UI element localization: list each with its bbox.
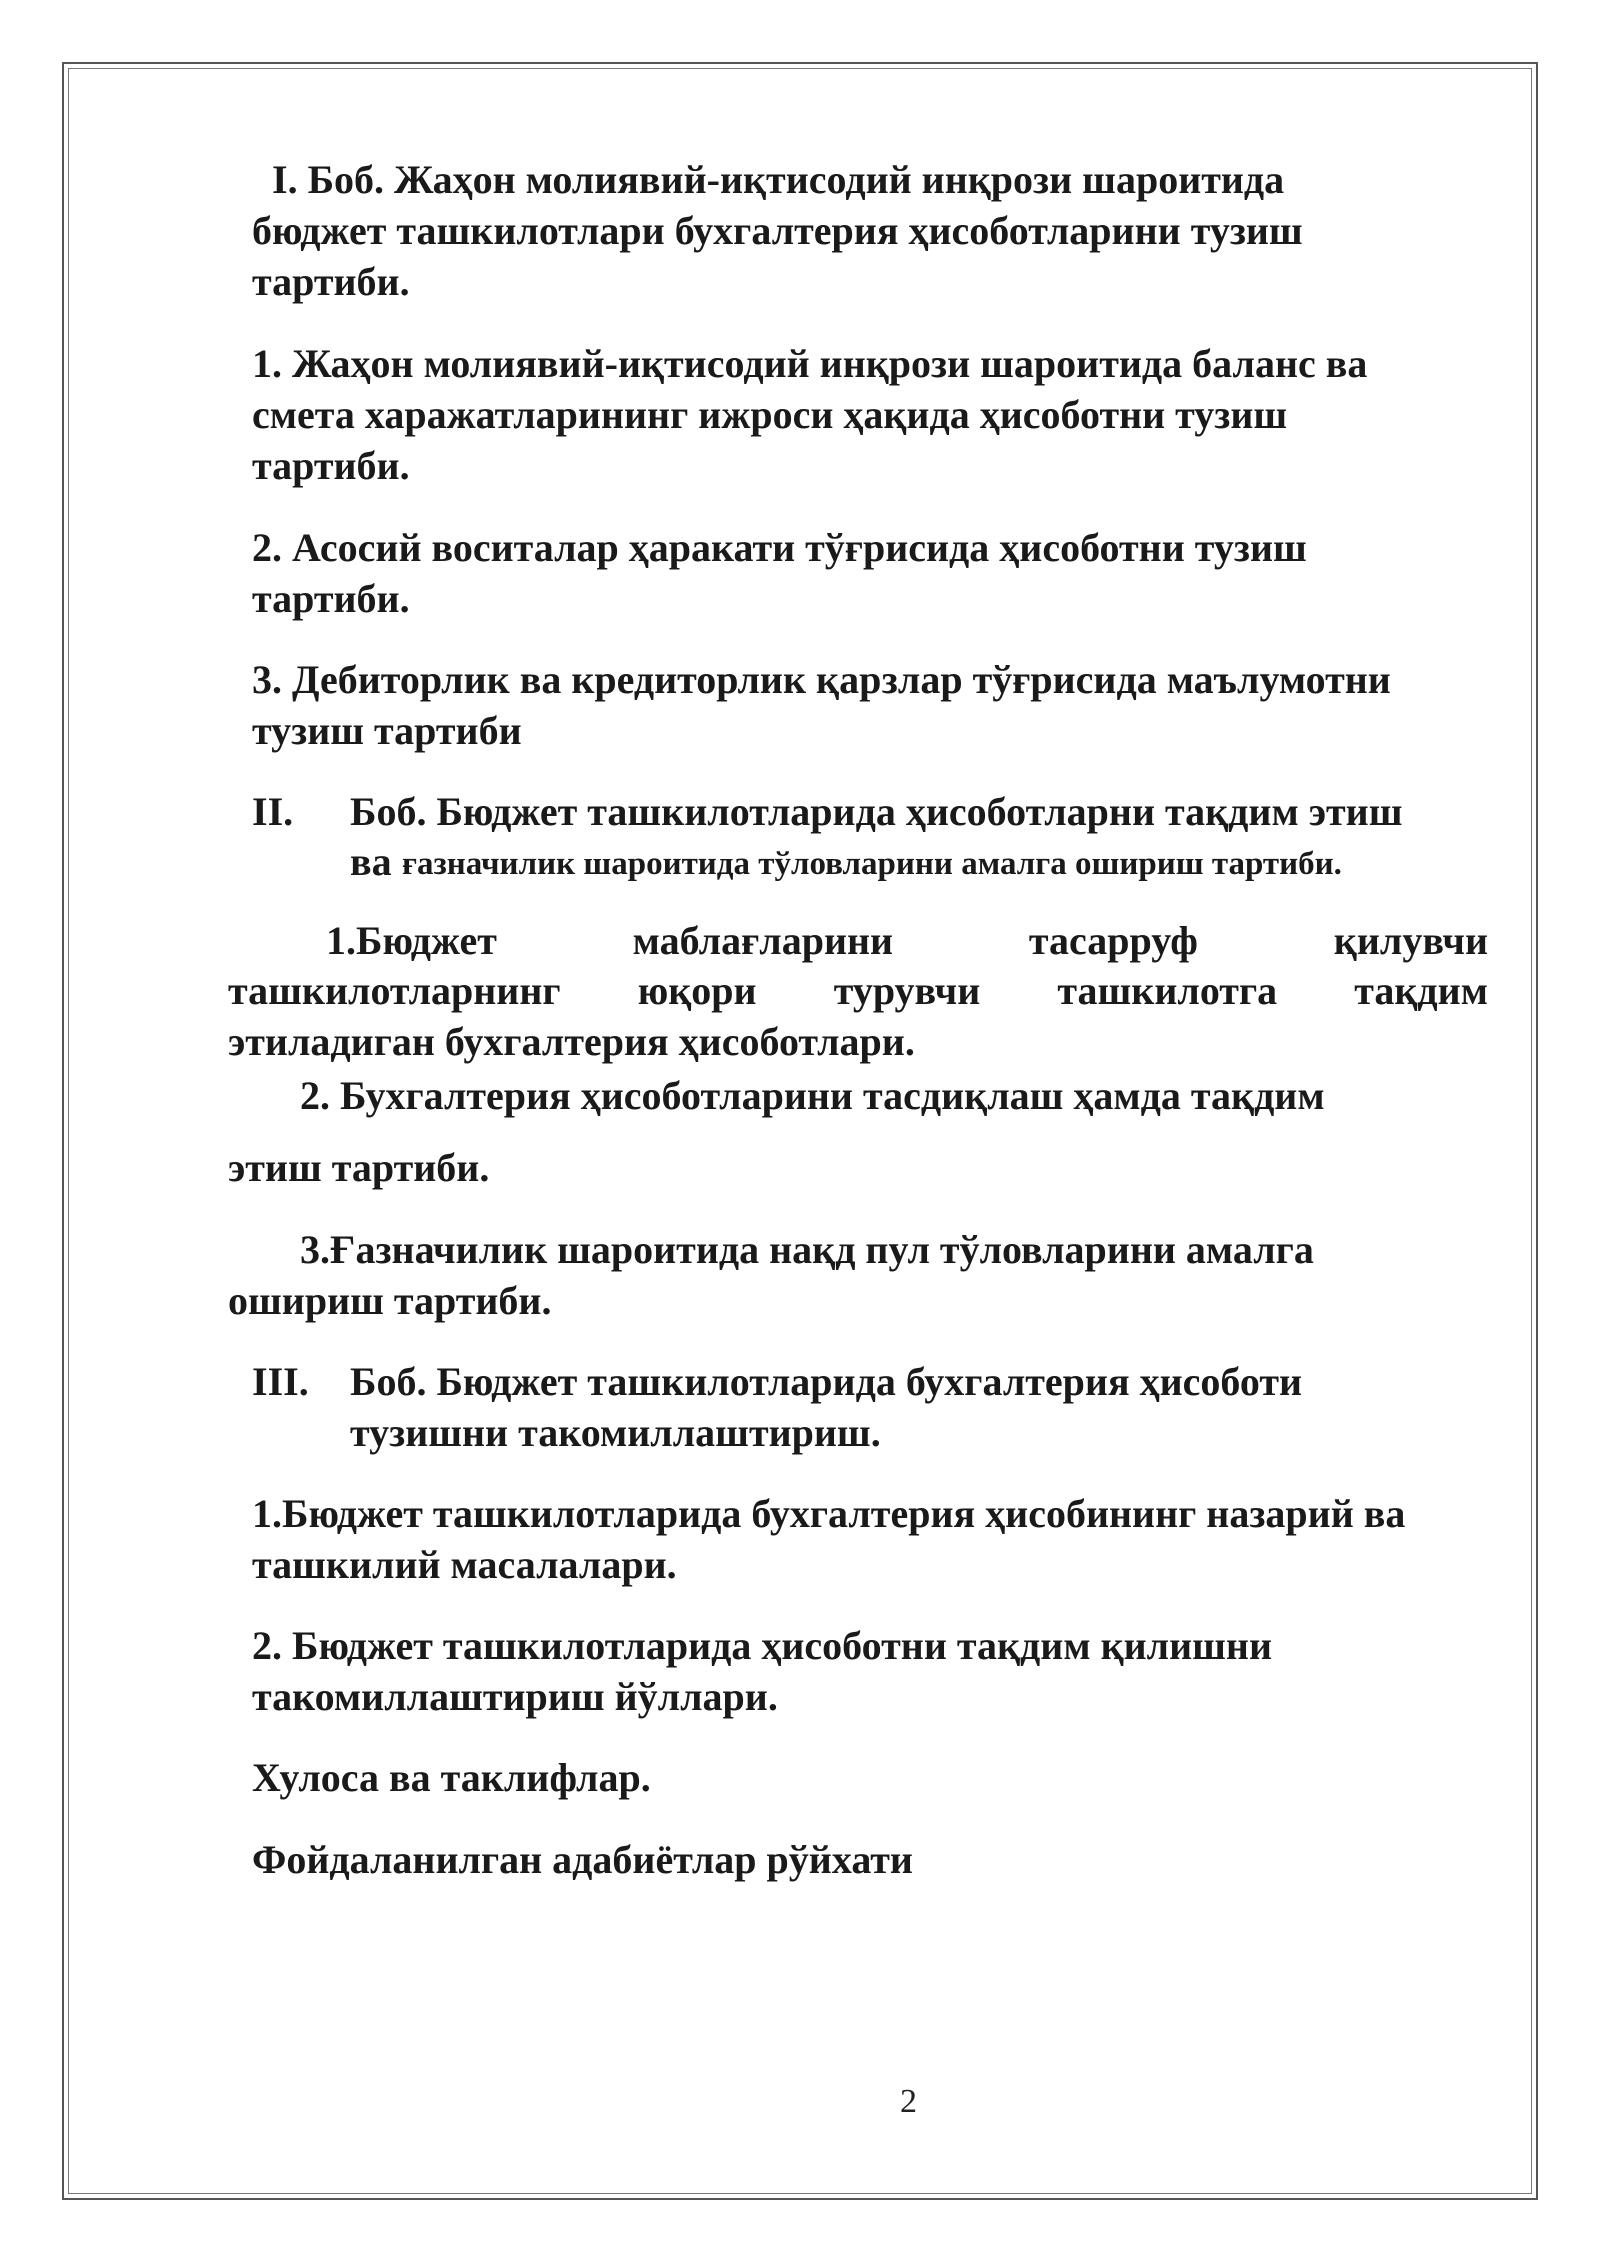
chapter1-item3-line1: 3. Дебиторлик ва кредиторлик қарзлар тўғрисида маълумотни [252,657,1391,702]
chapter2-item3-line1: 3.Ғазначилик шароитида нақд пул тўловларини амалга [300,1227,1314,1272]
chapter2-item1-line3: этиладиган бухгалтерия ҳисоботлари. [228,1019,915,1064]
chapter3-item2-line2: такомиллаштириш йўллари. [252,1674,778,1719]
conclusion-heading: Хулоса ва таклифлар. [252,1755,651,1800]
chapter2-item1-word4: қилувчи [1333,918,1488,963]
chapter2-heading-line1: Боб. Бюджет ташкилотларида ҳисоботларни тақдим этиш [350,789,1403,834]
chapter3-item1-line2: ташкилий масалалари. [252,1542,677,1587]
chapter3-heading-line2: тузишни такомиллаштириш. [350,1410,881,1455]
chapter2-item2-line2: этиш тартиби. [228,1145,490,1190]
chapter2-item3-line2: ошириш тартиби. [228,1278,552,1323]
chapter1-heading-line2: бюджет ташкилотлари бухгалтерия ҳисоботларини тузиш [252,208,1303,253]
chapter2-heading-line2-rest: ғазначилик шароитида тўловларини амалга ошириш тартиби. [402,846,1342,882]
chapter2-item1-word6: юқори [637,968,757,1013]
chapter1-heading-line1: I. Боб. Жаҳон молиявий-иқтисодий инқрози шароитида [272,157,1285,202]
chapter2-item2-line1: 2. Бухгалтерия ҳисоботларини тасдиқлаш ҳамда тақдим [300,1073,1325,1118]
chapter1-item1-line3: тартиби. [252,443,410,488]
chapter3-item1-line1: 1.Бюджет ташкилотларида бухгалтерия ҳисобининг назарий ва [252,1491,1406,1536]
chapter2-item1-word3: тасарруф [1028,918,1198,963]
chapter2-item1-word5: ташкилотларнинг [228,968,561,1013]
chapter3-item2-line1: 2. Бюджет ташкилотларида ҳисоботни тақдим қилишни [252,1623,1273,1668]
chapter2-item1-line1 [326,916,1488,966]
chapter2-item1-word9: тақдим [1354,968,1488,1013]
chapter1-item1-line2: смета харажатларининг ижроси ҳақида ҳисоботни тузиш [252,392,1288,437]
chapter2-item1-word8: ташкилотга [1057,968,1278,1013]
chapter2-heading-line2-word: ва [350,839,392,884]
chapter2-item1-line2 [228,966,1488,1016]
page-number: 2 [900,2083,917,2120]
chapter2-item1-word1: 1.Бюджет [326,918,497,963]
chapter2-item1-word7: турувчи [833,968,981,1013]
chapter1-item3-line2: тузиш тартиби [252,708,522,753]
chapter3-numeral: III. [252,1359,309,1404]
chapter2-numeral: II. [252,789,294,834]
chapter1-heading-line3: тартиби. [252,259,410,304]
chapter1-item2-line1: 2. Асосий воситалар ҳаракати тўғрисида ҳисоботни тузиш [252,525,1307,570]
references-heading: Фойдаланилган адабиётлар рўйхати [252,1837,913,1882]
chapter1-item1-line1: 1. Жаҳон молиявий-иқтисодий инқрози шароитида баланс ва [252,341,1368,386]
chapter1-item2-line2: тартиби. [252,576,410,621]
chapter2-item1-word2: маблағларини [632,918,894,963]
chapter3-heading-line1: Боб. Бюджет ташкилотларида бухгалтерия ҳисоботи [350,1359,1303,1404]
